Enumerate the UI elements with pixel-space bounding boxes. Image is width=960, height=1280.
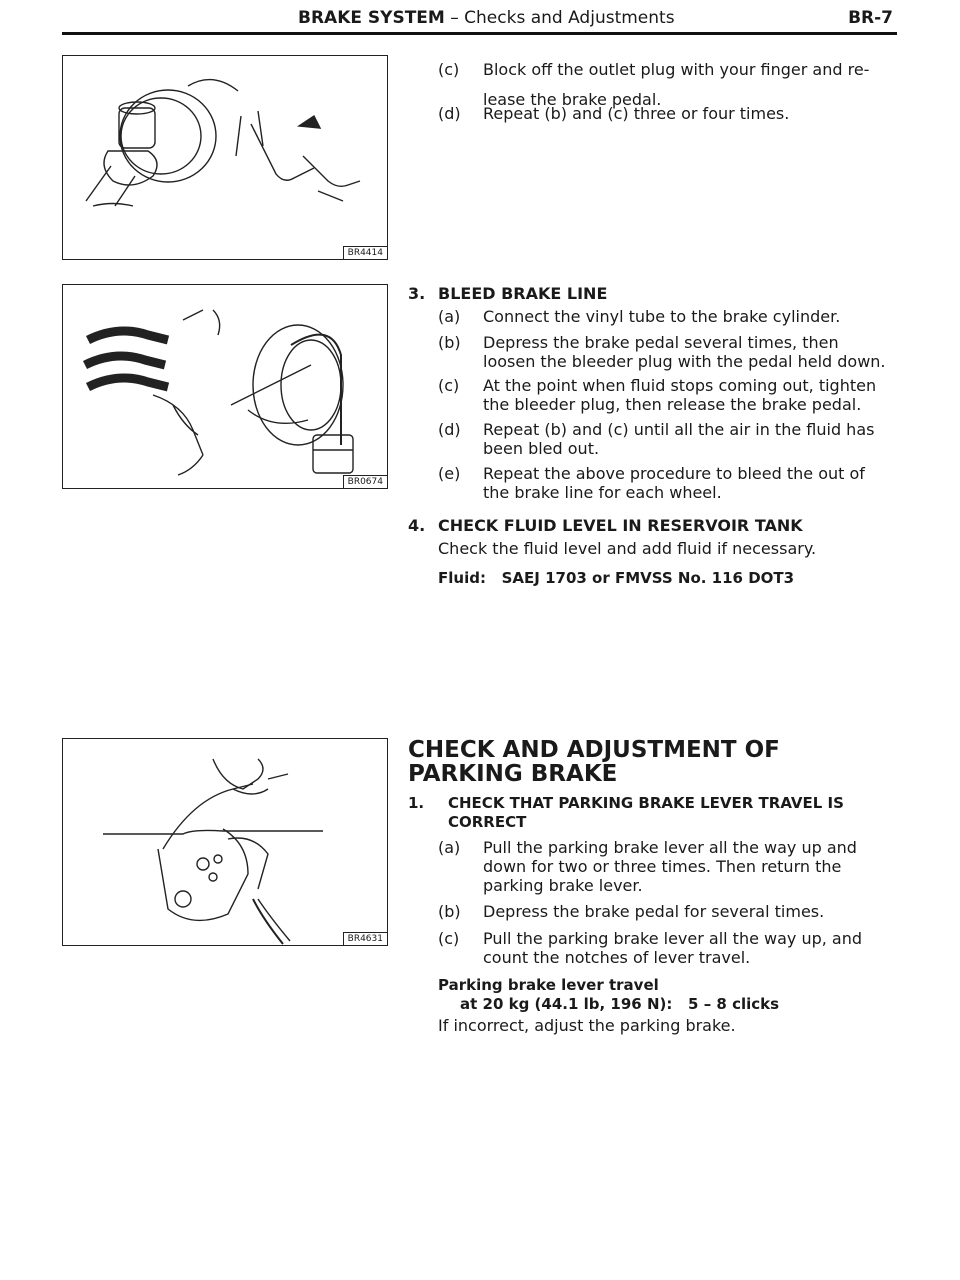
step-label: (d) xyxy=(438,420,461,439)
step-continued-d xyxy=(438,104,888,123)
fluid-spec: Fluid: SAEJ 1703 or FMVSS No. 116 DOT3 xyxy=(438,569,795,587)
step-label: (b) xyxy=(438,902,461,921)
step-text-cont: lease the brake pedal. xyxy=(483,90,662,109)
header-subtitle: – Checks and Adjustments xyxy=(444,8,675,28)
figure-code: BR0674 xyxy=(343,475,387,488)
step-label: (c) xyxy=(438,929,460,948)
page-number: BR-7 xyxy=(848,8,893,28)
bleed-step-e xyxy=(438,464,888,502)
step-label: (a) xyxy=(438,838,461,857)
header-system: BRAKE SYSTEM xyxy=(298,8,445,28)
parking-heading: CHECK AND ADJUSTMENT OF PARKING BRAKE xyxy=(408,737,780,787)
parking-sub-heading xyxy=(408,794,888,832)
figure-parking-lever xyxy=(62,738,388,946)
step-text: At the point when fluid stops coming out, tighten the bleeder plug, then release the brake pedal. xyxy=(483,376,877,414)
step-label: (e) xyxy=(438,464,461,483)
step-text: Depress the brake pedal several times, then loosen the bleeder plug with the pedal held down. xyxy=(483,333,886,371)
step-text: Pull the parking brake lever all the way up and down for two or three times. Then return the parking brake lever. xyxy=(483,838,857,895)
step-label: (c) xyxy=(438,60,460,79)
parking-step-b xyxy=(438,902,888,921)
step-text: Repeat the above procedure to bleed the out of the brake line for each wheel. xyxy=(483,464,865,502)
section-title: CHECK THAT PARKING BRAKE LEVER TRAVEL IS CORRECT xyxy=(448,794,844,831)
parking-spec-line2: at 20 kg (44.1 lb, 196 N): 5 – 8 clicks xyxy=(460,995,780,1013)
step-text: Repeat (b) and (c) three or four times. xyxy=(483,104,790,123)
section-title: BLEED BRAKE LINE xyxy=(438,284,608,303)
figure-code: BR4414 xyxy=(343,246,387,259)
parking-step-c xyxy=(438,929,888,967)
bleed-step-c xyxy=(438,376,888,414)
step-label: (d) xyxy=(438,104,461,123)
section-number: 1. xyxy=(408,794,425,812)
section-number: 4. xyxy=(408,516,426,535)
figure-bleeding xyxy=(62,284,388,489)
page-header xyxy=(62,4,897,35)
figure-brake-booster xyxy=(62,55,388,260)
parking-lever-illustration xyxy=(63,739,387,945)
step-text: Connect the vinyl tube to the brake cylinder. xyxy=(483,307,841,326)
section-title: CHECK FLUID LEVEL IN RESERVOIR TANK xyxy=(438,516,803,535)
header-title xyxy=(298,8,675,28)
step-text: Pull the parking brake lever all the way up, and count the notches of lever travel. xyxy=(483,929,863,967)
bleed-step-a xyxy=(438,307,888,326)
brake-booster-illustration xyxy=(63,56,387,259)
step-text: Block off the outlet plug with your finger and re- xyxy=(483,60,870,79)
bleed-step-d xyxy=(438,420,888,458)
section-number: 3. xyxy=(408,284,426,303)
section-bleed-heading xyxy=(408,284,888,303)
step-text: Depress the brake pedal for several times. xyxy=(483,902,825,921)
bleed-step-b xyxy=(438,333,888,371)
step-label: (a) xyxy=(438,307,461,326)
step-label: (b) xyxy=(438,333,461,352)
step-label: (c) xyxy=(438,376,460,395)
figure-code: BR4631 xyxy=(343,932,387,945)
bleeding-illustration xyxy=(63,285,387,488)
parking-note: If incorrect, adjust the parking brake. xyxy=(438,1016,736,1035)
step-text: Repeat (b) and (c) until all the air in the fluid has been bled out. xyxy=(483,420,875,458)
section-fluid-heading xyxy=(408,516,888,535)
fluid-text: Check the fluid level and add fluid if necessary. xyxy=(438,539,817,558)
parking-spec-line1: Parking brake lever travel xyxy=(438,976,659,994)
parking-step-a xyxy=(438,838,888,895)
